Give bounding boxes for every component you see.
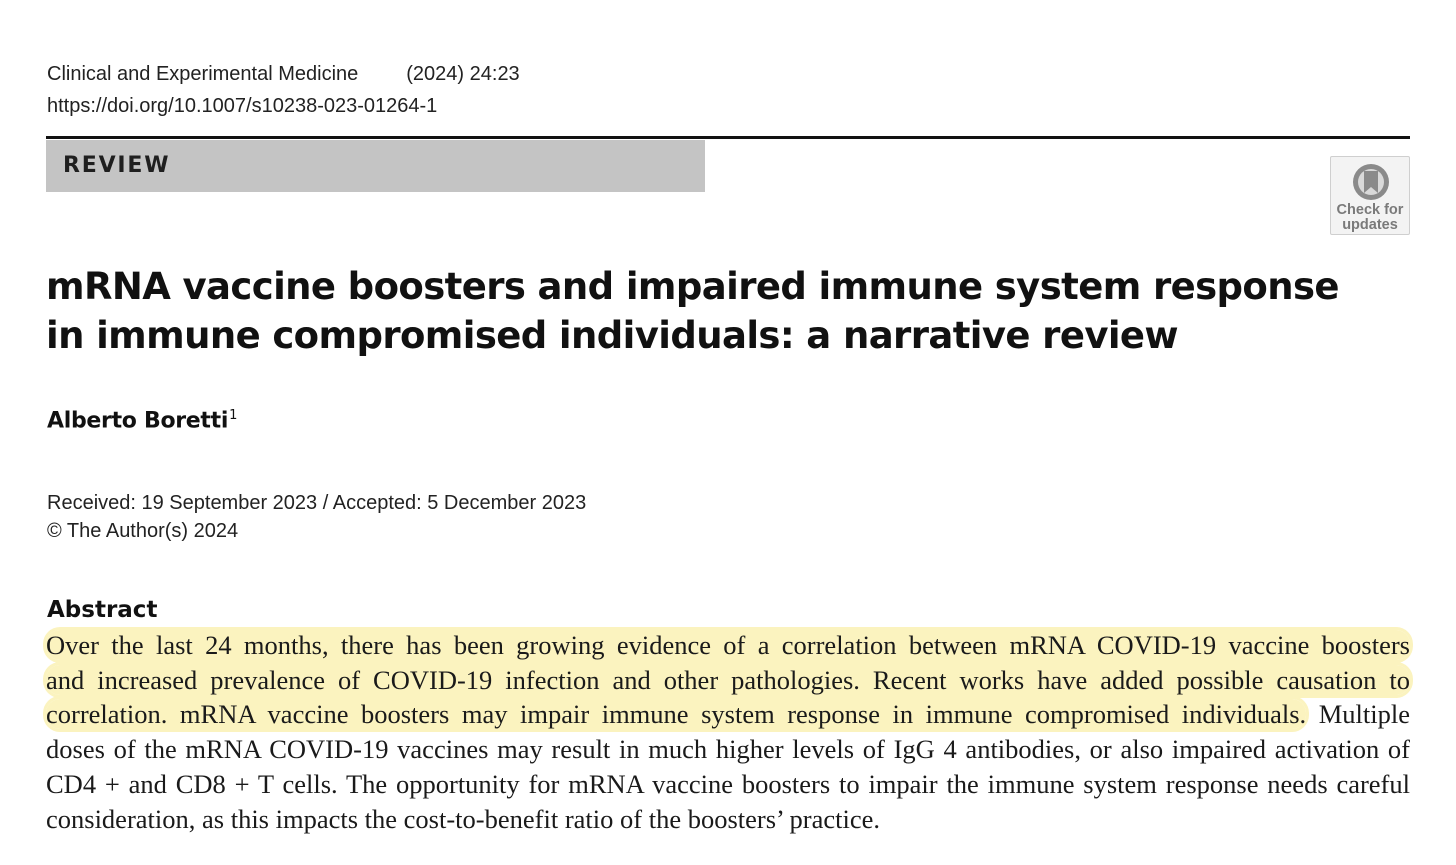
article-type-label: REVIEW (63, 153, 171, 178)
doi-link[interactable]: https://doi.org/10.1007/s10238-023-01264-1 (47, 95, 438, 117)
journal-volume: (2024) 24:23 (406, 63, 520, 85)
author-name[interactable]: Alberto Boretti (47, 408, 229, 434)
abstract-highlight: Over the last 24 months, there has been growing evidence of a correlation between mRNA COVID-19 vaccine boosters (46, 630, 1410, 660)
check-for-updates-button[interactable] (1330, 156, 1410, 235)
check-updates-label-1: Check for (1336, 202, 1404, 218)
abstract-line: doses of the mRNA COVID-19 vaccines may result in much higher levels of IgG 4 antibodies, or also impaired activation of (46, 734, 1410, 765)
check-updates-label-2: updates (1342, 217, 1398, 233)
check-updates-icon (1351, 162, 1391, 202)
abstract-body (46, 628, 1410, 836)
abstract-line (46, 697, 1410, 732)
author-byline (47, 408, 237, 433)
header-rule (46, 136, 1410, 139)
abstract-line (46, 628, 1410, 663)
abstract-line: consideration, as this impacts the cost-to-benefit ratio of the boosters’ practice. (46, 803, 880, 834)
copyright-notice: © The Author(s) 2024 (47, 520, 239, 542)
article-title (46, 262, 1339, 360)
affiliation-mark: 1 (229, 408, 238, 423)
abstract-heading: Abstract (47, 597, 158, 623)
abstract-highlight: and increased prevalence of COVID-19 infection and other pathologies. Recent works have added possible causation to (46, 664, 1410, 695)
received-accepted-dates: Received: 19 September 2023 / Accepted: 5 December 2023 (47, 492, 587, 514)
title-line-2: in immune compromised individuals: a narrative review (46, 314, 1179, 357)
journal-citation (47, 63, 520, 86)
abstract-highlight: correlation. mRNA vaccine boosters may impair immune system response in immune compromised individuals. (46, 699, 1307, 730)
article-type-bar (46, 140, 705, 192)
title-line-1: mRNA vaccine boosters and impaired immune system response (46, 265, 1339, 308)
abstract-line (46, 663, 1410, 698)
journal-name: Clinical and Experimental Medicine (47, 63, 359, 85)
abstract-text: Multiple (1306, 699, 1410, 730)
abstract-line: CD4 + and CD8 + T cells. The opportunity for mRNA vaccine boosters to impair the immune system response needs careful (46, 768, 1410, 799)
